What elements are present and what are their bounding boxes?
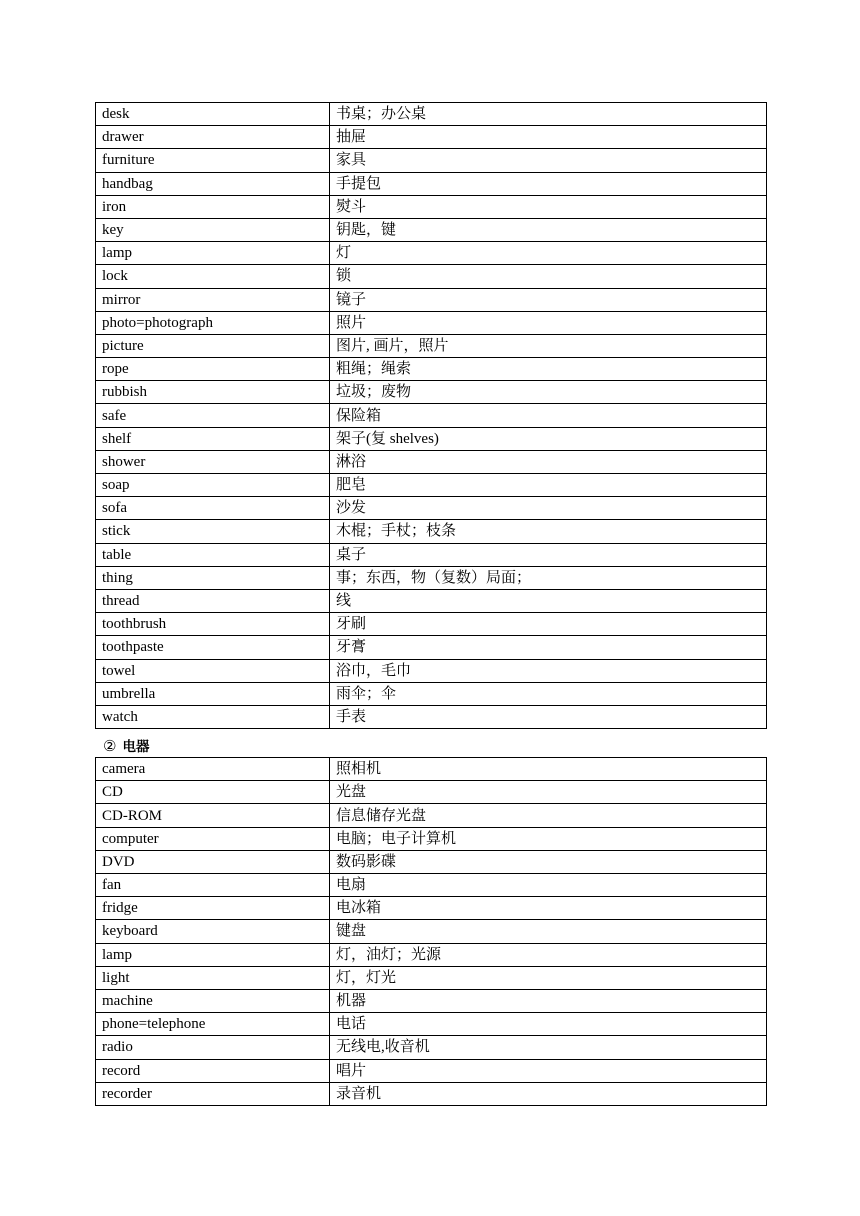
chinese-meaning-cell: 灯，油灯；光源 — [330, 943, 767, 966]
table-row — [96, 358, 767, 381]
table-row — [96, 613, 767, 636]
table-row — [96, 874, 767, 897]
table-row — [96, 943, 767, 966]
table-row — [96, 636, 767, 659]
table-row — [96, 1036, 767, 1059]
chinese-meaning-cell: 键盘 — [330, 920, 767, 943]
section-title: 电器 — [122, 739, 150, 756]
table-row — [96, 450, 767, 473]
table-row — [96, 966, 767, 989]
table-row — [96, 827, 767, 850]
table-row — [96, 1013, 767, 1036]
chinese-meaning-cell: 书桌；办公桌 — [330, 103, 767, 126]
chinese-meaning-cell: 电脑；电子计算机 — [330, 827, 767, 850]
english-word-cell: thread — [96, 589, 330, 612]
chinese-meaning-cell: 保险箱 — [330, 404, 767, 427]
english-word-cell: rubbish — [96, 381, 330, 404]
chinese-meaning-cell: 信息储存光盘 — [330, 804, 767, 827]
table-row — [96, 989, 767, 1012]
table-row — [96, 474, 767, 497]
english-word-cell: phone=telephone — [96, 1013, 330, 1036]
table-row — [96, 566, 767, 589]
english-word-cell: shelf — [96, 427, 330, 450]
chinese-meaning-cell: 光盘 — [330, 781, 767, 804]
table-row — [96, 520, 767, 543]
chinese-meaning-cell: 电话 — [330, 1013, 767, 1036]
english-word-cell: camera — [96, 758, 330, 781]
chinese-meaning-cell: 淋浴 — [330, 450, 767, 473]
table-row — [96, 659, 767, 682]
chinese-meaning-cell: 熨斗 — [330, 195, 767, 218]
chinese-meaning-cell: 沙发 — [330, 497, 767, 520]
english-word-cell: toothbrush — [96, 613, 330, 636]
vocabulary-table-body — [96, 758, 767, 1106]
table-row — [96, 1059, 767, 1082]
english-word-cell: keyboard — [96, 920, 330, 943]
english-word-cell: DVD — [96, 850, 330, 873]
english-word-cell: key — [96, 218, 330, 241]
table-row — [96, 334, 767, 357]
table-row — [96, 543, 767, 566]
vocabulary-table-body — [96, 103, 767, 729]
english-word-cell: picture — [96, 334, 330, 357]
english-word-cell: drawer — [96, 126, 330, 149]
english-word-cell: CD-ROM — [96, 804, 330, 827]
english-word-cell: lamp — [96, 943, 330, 966]
english-word-cell: computer — [96, 827, 330, 850]
english-word-cell: record — [96, 1059, 330, 1082]
table-row — [96, 404, 767, 427]
chinese-meaning-cell: 锁 — [330, 265, 767, 288]
chinese-meaning-cell: 电扇 — [330, 874, 767, 897]
chinese-meaning-cell: 架子(复 shelves) — [330, 427, 767, 450]
chinese-meaning-cell: 数码影碟 — [330, 850, 767, 873]
english-word-cell: recorder — [96, 1082, 330, 1105]
english-word-cell: desk — [96, 103, 330, 126]
english-word-cell: fan — [96, 874, 330, 897]
table-row — [96, 758, 767, 781]
chinese-meaning-cell: 手提包 — [330, 172, 767, 195]
chinese-meaning-cell: 事；东西，物（复数）局面； — [330, 566, 767, 589]
table-row — [96, 195, 767, 218]
table-row — [96, 589, 767, 612]
table-row — [96, 288, 767, 311]
chinese-meaning-cell: 家具 — [330, 149, 767, 172]
table-row — [96, 705, 767, 728]
english-word-cell: rope — [96, 358, 330, 381]
table-row — [96, 804, 767, 827]
section-number: ② — [103, 737, 117, 756]
chinese-meaning-cell: 唱片 — [330, 1059, 767, 1082]
english-word-cell: shower — [96, 450, 330, 473]
table-row — [96, 172, 767, 195]
english-word-cell: radio — [96, 1036, 330, 1059]
table-row — [96, 920, 767, 943]
document-page — [95, 102, 766, 1106]
english-word-cell: thing — [96, 566, 330, 589]
english-word-cell: safe — [96, 404, 330, 427]
english-word-cell: umbrella — [96, 682, 330, 705]
english-word-cell: mirror — [96, 288, 330, 311]
english-word-cell: CD — [96, 781, 330, 804]
chinese-meaning-cell: 肥皂 — [330, 474, 767, 497]
chinese-meaning-cell: 灯 — [330, 242, 767, 265]
chinese-meaning-cell: 牙刷 — [330, 613, 767, 636]
chinese-meaning-cell: 手表 — [330, 705, 767, 728]
english-word-cell: stick — [96, 520, 330, 543]
english-word-cell: fridge — [96, 897, 330, 920]
english-word-cell: photo=photograph — [96, 311, 330, 334]
chinese-meaning-cell: 录音机 — [330, 1082, 767, 1105]
chinese-meaning-cell: 照相机 — [330, 758, 767, 781]
table-row — [96, 781, 767, 804]
chinese-meaning-cell: 灯，灯光 — [330, 966, 767, 989]
table-row — [96, 1082, 767, 1105]
section-heading — [95, 729, 766, 757]
english-word-cell: light — [96, 966, 330, 989]
english-word-cell: toothpaste — [96, 636, 330, 659]
chinese-meaning-cell: 牙膏 — [330, 636, 767, 659]
chinese-meaning-cell: 机器 — [330, 989, 767, 1012]
table-row — [96, 149, 767, 172]
chinese-meaning-cell: 桌子 — [330, 543, 767, 566]
english-word-cell: machine — [96, 989, 330, 1012]
table-row — [96, 381, 767, 404]
chinese-meaning-cell: 无线电,收音机 — [330, 1036, 767, 1059]
table-row — [96, 311, 767, 334]
vocabulary-table-furniture — [95, 102, 767, 729]
chinese-meaning-cell: 粗绳；绳索 — [330, 358, 767, 381]
english-word-cell: table — [96, 543, 330, 566]
table-row — [96, 126, 767, 149]
english-word-cell: sofa — [96, 497, 330, 520]
chinese-meaning-cell: 垃圾；废物 — [330, 381, 767, 404]
vocabulary-table-appliances — [95, 757, 767, 1106]
english-word-cell: handbag — [96, 172, 330, 195]
table-row — [96, 265, 767, 288]
chinese-meaning-cell: 电冰箱 — [330, 897, 767, 920]
table-row — [96, 850, 767, 873]
table-row — [96, 497, 767, 520]
english-word-cell: towel — [96, 659, 330, 682]
chinese-meaning-cell: 抽屉 — [330, 126, 767, 149]
english-word-cell: soap — [96, 474, 330, 497]
chinese-meaning-cell: 雨伞；伞 — [330, 682, 767, 705]
chinese-meaning-cell: 线 — [330, 589, 767, 612]
chinese-meaning-cell: 钥匙，键 — [330, 218, 767, 241]
table-row — [96, 427, 767, 450]
table-row — [96, 218, 767, 241]
english-word-cell: lamp — [96, 242, 330, 265]
chinese-meaning-cell: 镜子 — [330, 288, 767, 311]
english-word-cell: furniture — [96, 149, 330, 172]
english-word-cell: lock — [96, 265, 330, 288]
english-word-cell: watch — [96, 705, 330, 728]
chinese-meaning-cell: 照片 — [330, 311, 767, 334]
table-row — [96, 897, 767, 920]
chinese-meaning-cell: 图片, 画片，照片 — [330, 334, 767, 357]
english-word-cell: iron — [96, 195, 330, 218]
table-row — [96, 242, 767, 265]
table-row — [96, 103, 767, 126]
chinese-meaning-cell: 木棍；手杖；枝条 — [330, 520, 767, 543]
chinese-meaning-cell: 浴巾，毛巾 — [330, 659, 767, 682]
table-row — [96, 682, 767, 705]
